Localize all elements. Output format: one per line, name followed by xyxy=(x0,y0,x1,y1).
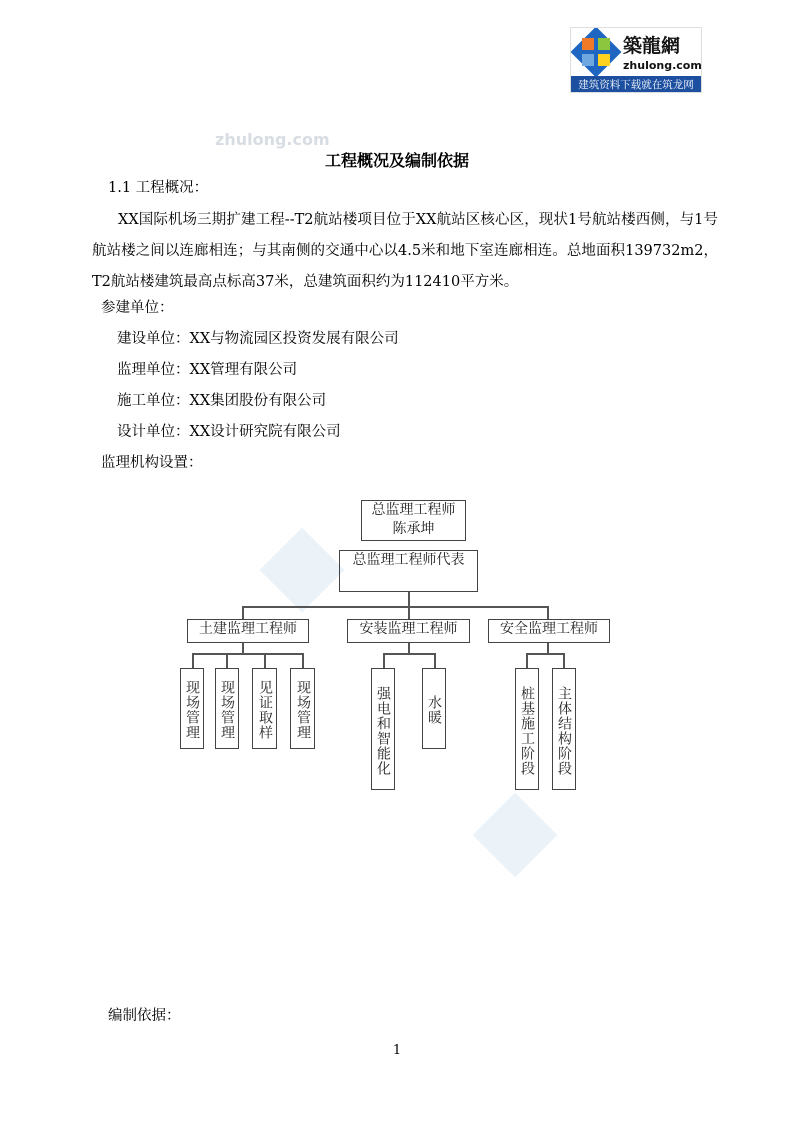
leaf-box: 现场管理 xyxy=(290,668,315,749)
svg-text:zhulong.com: zhulong.com xyxy=(623,59,701,72)
page-title: 工程概况及编制依据 xyxy=(324,151,469,170)
connector xyxy=(242,606,244,619)
zhulong-logo xyxy=(570,27,702,93)
leaf-box: 现场管理 xyxy=(215,668,239,749)
section-heading: 1.1 工程概况： xyxy=(108,180,209,196)
participant-item: 施工单位：XX集团股份有限公司 xyxy=(117,393,327,409)
chief-name: 陈承坤 xyxy=(392,521,435,537)
svg-text:築龍網: 築龍網 xyxy=(623,35,681,57)
group-box: 土建监理工程师 xyxy=(187,619,309,643)
leaf-box: 见证取样 xyxy=(252,668,277,749)
watermark-flake-icon xyxy=(473,793,558,878)
group-box: 安装监理工程师 xyxy=(347,619,470,643)
connector xyxy=(242,606,548,608)
group-box: 安全监理工程师 xyxy=(488,619,610,643)
logo-emblem-icon xyxy=(571,28,701,92)
watermark-flake-icon xyxy=(260,528,345,613)
overview-paragraph: XX国际机场三期扩建工程--T2航站楼项目位于XX航站区核心区，现状1号航站楼西侧，与1号航站楼之间以连廊相连；与其南侧的交通中心以4.5米和地下室连廊相连。总地面积139732m2，T2航站楼建筑最高点标高37米，总建筑面积约为112410平方米。 xyxy=(92,212,718,290)
participant-item: 建设单位：XX与物流园区投资发展有限公司 xyxy=(117,331,399,347)
watermark-text: zhulong.com xyxy=(215,130,330,149)
basis-label: 编制依据： xyxy=(108,1008,181,1024)
leaf-box: 现场管理 xyxy=(180,668,204,749)
leaf-box: 桩基施工阶段 xyxy=(515,668,539,790)
participant-item: 监理单位：XX管理有限公司 xyxy=(117,362,298,378)
leaf-box: 主体结构阶段 xyxy=(552,668,576,790)
svg-text:建筑资料下载就在筑龙网: 建筑资料下载就在筑龙网 xyxy=(578,79,694,91)
participant-item: 设计单位：XX设计研究院有限公司 xyxy=(117,424,341,440)
leaf-box: 水暖 xyxy=(422,668,446,749)
chief-box xyxy=(361,500,466,541)
leaf-box: 强电和智能化 xyxy=(371,668,395,790)
page-number: 1 xyxy=(392,1043,402,1058)
chief-title: 总监理工程师 xyxy=(371,502,456,518)
connector xyxy=(547,606,549,619)
org-label: 监理机构设置： xyxy=(101,455,203,471)
participants-label: 参建单位： xyxy=(101,300,174,316)
rep-box: 总监理工程师代表 xyxy=(339,550,478,592)
